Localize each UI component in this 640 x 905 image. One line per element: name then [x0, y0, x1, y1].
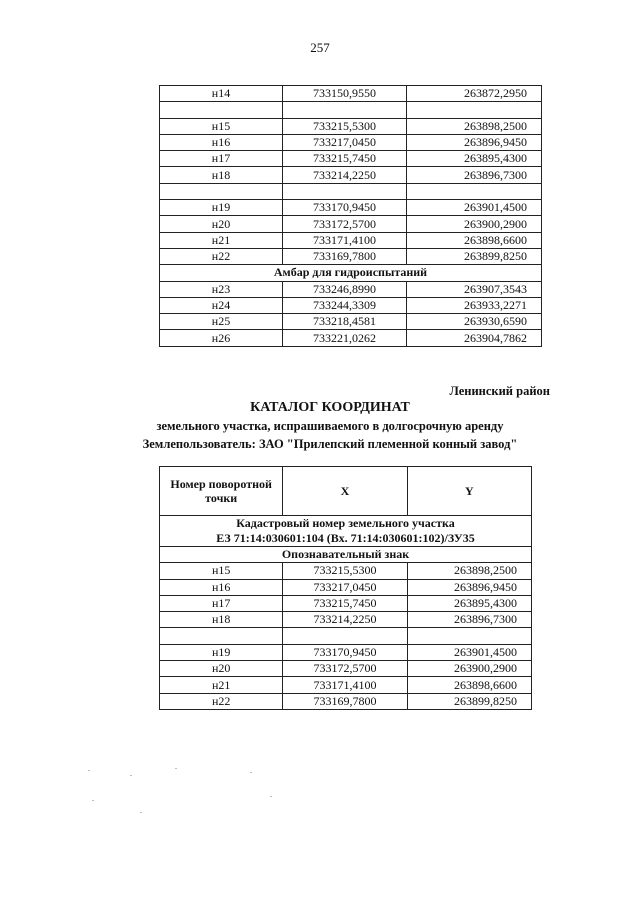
- empty-cell: [283, 628, 407, 644]
- x-cell: 733246,8990: [283, 281, 407, 297]
- empty-cell: [283, 102, 407, 118]
- y-cell: 263907,3543: [407, 281, 542, 297]
- x-cell: 733150,9550: [283, 86, 407, 102]
- x-cell: 733217,0450: [283, 134, 407, 150]
- cadastral-number-row: [160, 516, 532, 547]
- table-row: [160, 595, 532, 611]
- x-cell: 733169,7800: [283, 248, 407, 264]
- page-number: 257: [310, 40, 330, 55]
- header-y: Y: [407, 467, 531, 516]
- point-cell: н14: [160, 86, 283, 102]
- cadastral-label: Кадастровый номер земельного участка: [236, 516, 455, 530]
- table-row: [160, 167, 542, 183]
- table-row: [160, 248, 542, 264]
- header-point-number: Номер поворотной точки: [160, 467, 283, 516]
- table-row: [160, 644, 532, 660]
- table-row: [160, 118, 542, 134]
- catalog-title: КАТАЛОГ КООРДИНАТ: [250, 400, 410, 415]
- table-row: [160, 200, 542, 216]
- table-row: [160, 330, 542, 346]
- x-cell: 733215,7450: [283, 595, 407, 611]
- y-cell: 263898,2500: [407, 563, 531, 579]
- cadastral-number: ЕЗ 71:14:030601:104 (Вх. 71:14:030601:102)/ЗУ35: [216, 531, 475, 545]
- x-cell: 733171,4100: [283, 232, 407, 248]
- y-cell: 263899,8250: [407, 693, 531, 709]
- section-row: [160, 265, 542, 281]
- table-row: [160, 563, 532, 579]
- point-cell: н15: [160, 118, 283, 134]
- x-cell: 733215,7450: [283, 151, 407, 167]
- x-cell: 733214,2250: [283, 612, 407, 628]
- point-cell: н20: [160, 661, 283, 677]
- empty-cell: [407, 102, 542, 118]
- table-row: [160, 693, 532, 709]
- blank-row: [160, 183, 542, 199]
- x-cell: 733215,5300: [283, 118, 407, 134]
- section-label: Амбар для гидроиспытаний: [160, 265, 542, 281]
- y-cell: 263900,2900: [407, 661, 531, 677]
- y-cell: 263901,4500: [407, 200, 542, 216]
- land-user-line: Землепользователь: ЗАО "Прилепский племенной конный завод": [142, 437, 518, 451]
- point-cell: н16: [160, 579, 283, 595]
- empty-cell: [160, 102, 283, 118]
- blank-row: [160, 102, 542, 118]
- point-cell: н25: [160, 314, 283, 330]
- x-cell: 733221,0262: [283, 330, 407, 346]
- y-cell: 263898,2500: [407, 118, 542, 134]
- coordinates-catalog-table: [159, 466, 532, 710]
- table-header-row: [160, 467, 532, 516]
- catalog-subtitle: земельного участка, испрашиваемого в долгосрочную аренду: [156, 419, 504, 433]
- point-cell: н16: [160, 134, 283, 150]
- section-label: Опознавательный знак: [160, 547, 532, 563]
- y-cell: 263930,6590: [407, 314, 542, 330]
- empty-cell: [160, 628, 283, 644]
- point-cell: н18: [160, 167, 283, 183]
- y-cell: 263896,9450: [407, 579, 531, 595]
- x-cell: 733172,5700: [283, 661, 407, 677]
- y-cell: 263895,4300: [407, 595, 531, 611]
- point-cell: н17: [160, 595, 283, 611]
- x-cell: 733214,2250: [283, 167, 407, 183]
- point-cell: н20: [160, 216, 283, 232]
- y-cell: 263896,7300: [407, 167, 542, 183]
- table-row: [160, 216, 542, 232]
- table-row: [160, 151, 542, 167]
- x-cell: 733170,9450: [283, 644, 407, 660]
- point-cell: н19: [160, 200, 283, 216]
- y-cell: 263898,6600: [407, 232, 542, 248]
- table-row: [160, 232, 542, 248]
- empty-cell: [283, 183, 407, 199]
- y-cell: 263901,4500: [407, 644, 531, 660]
- y-cell: 263895,4300: [407, 151, 542, 167]
- x-cell: 733169,7800: [283, 693, 407, 709]
- header-x: X: [283, 467, 407, 516]
- cadastral-number-cell: [160, 516, 532, 547]
- point-cell: н22: [160, 248, 283, 264]
- district-label: Ленинский район: [449, 384, 550, 398]
- y-cell: 263898,6600: [407, 677, 531, 693]
- point-cell: н21: [160, 232, 283, 248]
- x-cell: 733171,4100: [283, 677, 407, 693]
- coordinates-table-continued: [159, 85, 542, 347]
- x-cell: 733218,4581: [283, 314, 407, 330]
- x-cell: 733217,0450: [283, 579, 407, 595]
- point-cell: н18: [160, 612, 283, 628]
- empty-cell: [160, 183, 283, 199]
- empty-cell: [407, 628, 531, 644]
- blank-row: [160, 628, 532, 644]
- point-cell: н21: [160, 677, 283, 693]
- point-cell: н17: [160, 151, 283, 167]
- y-cell: 263896,9450: [407, 134, 542, 150]
- x-cell: 733170,9450: [283, 200, 407, 216]
- table-row: [160, 86, 542, 102]
- y-cell: 263896,7300: [407, 612, 531, 628]
- table-row: [160, 297, 542, 313]
- empty-cell: [407, 183, 542, 199]
- table-row: [160, 677, 532, 693]
- table-row: [160, 134, 542, 150]
- y-cell: 263899,8250: [407, 248, 542, 264]
- point-cell: н15: [160, 563, 283, 579]
- point-cell: н19: [160, 644, 283, 660]
- point-cell: н24: [160, 297, 283, 313]
- table-row: [160, 579, 532, 595]
- table-row: [160, 661, 532, 677]
- section-row: [160, 547, 532, 563]
- x-cell: 733172,5700: [283, 216, 407, 232]
- table-row: [160, 314, 542, 330]
- point-cell: н23: [160, 281, 283, 297]
- y-cell: 263900,2900: [407, 216, 542, 232]
- table-row: [160, 281, 542, 297]
- y-cell: 263872,2950: [407, 86, 542, 102]
- point-cell: н26: [160, 330, 283, 346]
- y-cell: 263933,2271: [407, 297, 542, 313]
- x-cell: 733244,3309: [283, 297, 407, 313]
- point-cell: н22: [160, 693, 283, 709]
- table-row: [160, 612, 532, 628]
- x-cell: 733215,5300: [283, 563, 407, 579]
- y-cell: 263904,7862: [407, 330, 542, 346]
